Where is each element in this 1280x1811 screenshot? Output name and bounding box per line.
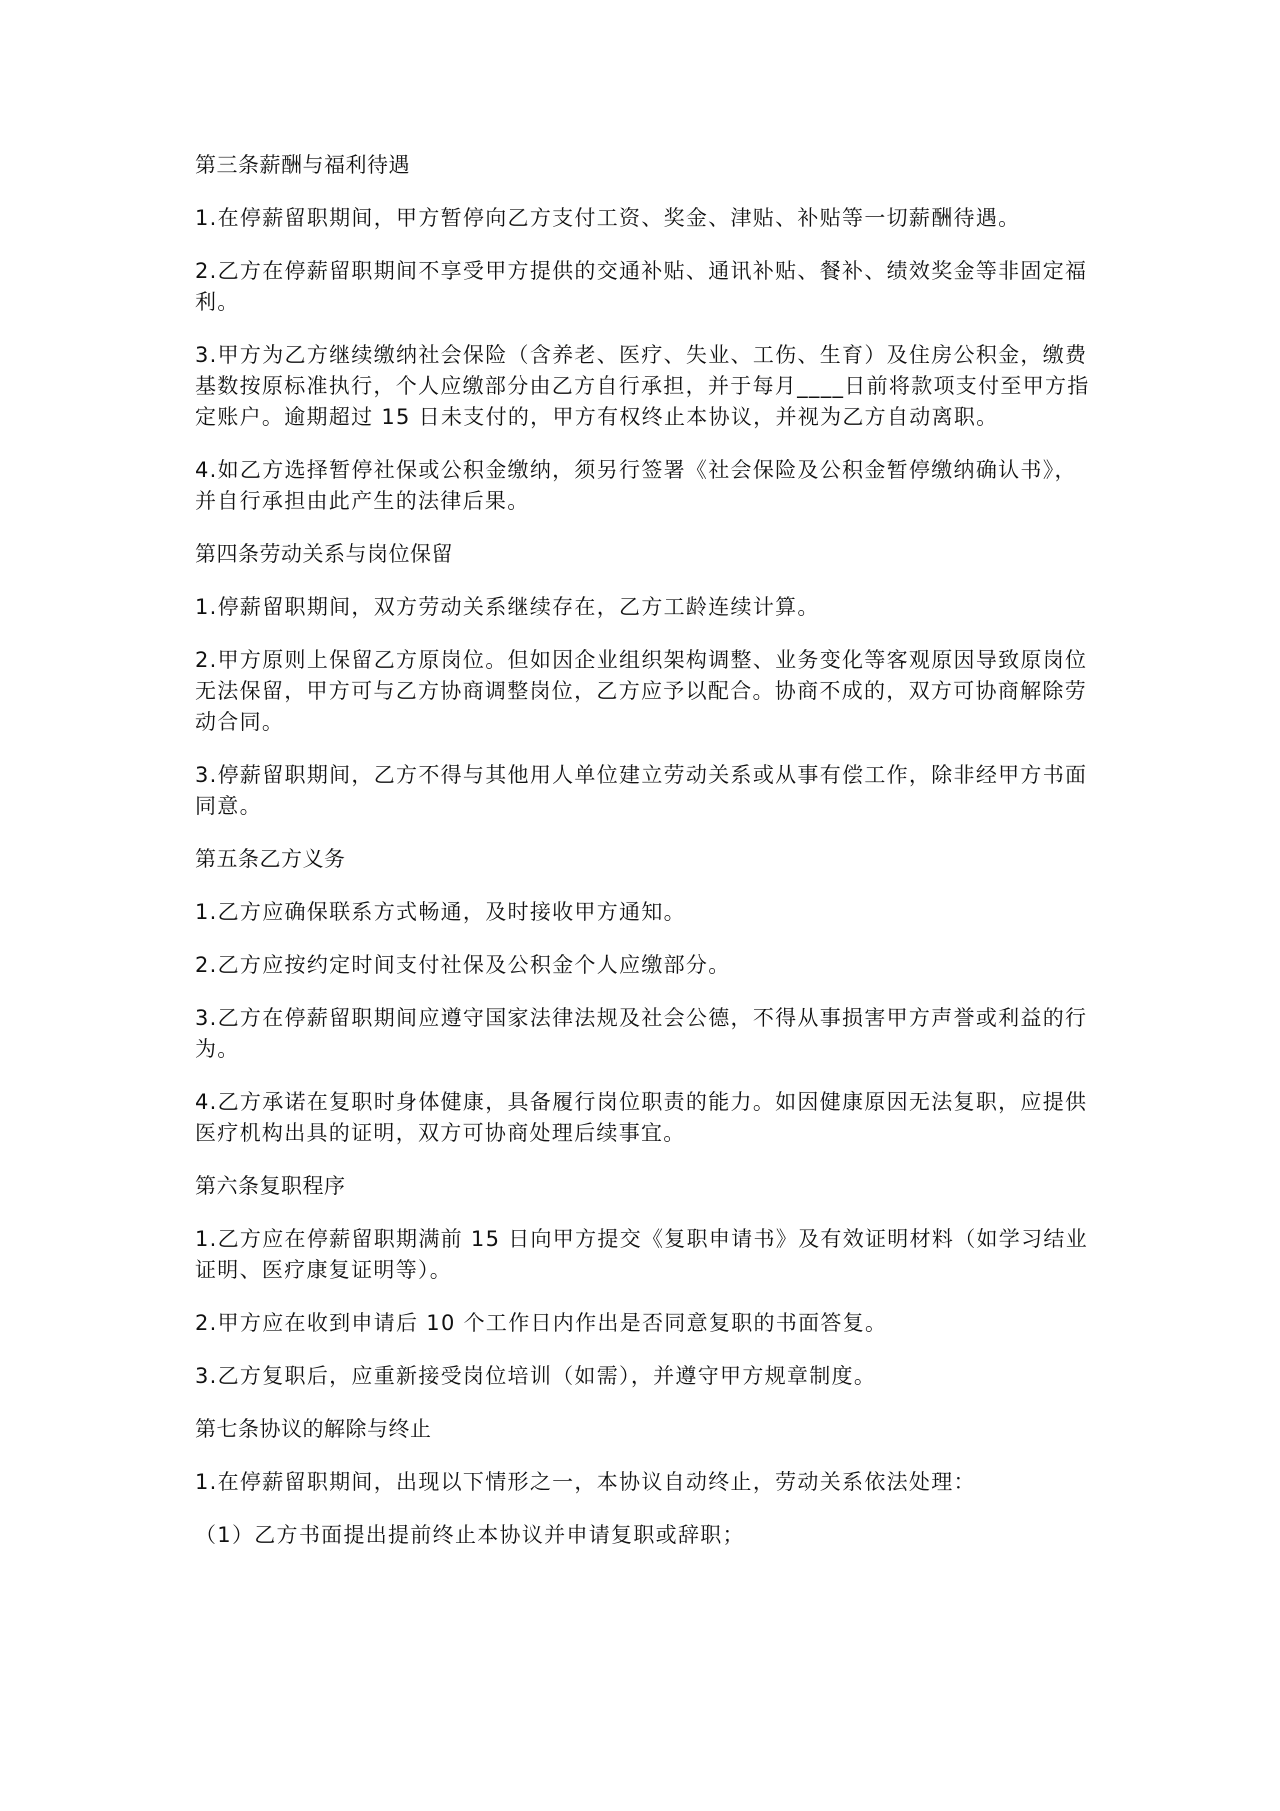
clause-paragraph: 3.乙方在停薪留职期间应遵守国家法律法规及社会公德，不得从事损害甲方声誉或利益的行为。: [195, 1006, 1088, 1061]
clause-paragraph: 3.甲方为乙方继续缴纳社会保险（含养老、医疗、失业、工伤、生育）及住房公积金，缴费基数按原标准执行，个人应缴部分由乙方自行承担，并于每月____日前将款项支付至甲方指定账户。逾期超过 15 日未支付的，甲方有权终止本协议，并视为乙方自动离职。: [195, 343, 1090, 429]
clause-paragraph: 1.乙方应在停薪留职期满前 15 日向甲方提交《复职申请书》及有效证明材料（如学习结业证明、医疗康复证明等）。: [195, 1227, 1089, 1282]
section-heading: 第三条薪酬与福利待遇: [195, 153, 410, 177]
clause-paragraph: 2.甲方原则上保留乙方原岗位。但如因企业组织架构调整、业务变化等客观原因导致原岗位无法保留，甲方可与乙方协商调整岗位，乙方应予以配合。协商不成的，双方可协商解除劳动合同。: [195, 648, 1088, 734]
document-page: [195, 150, 1095, 1573]
clause-paragraph: 1.停薪留职期间，双方劳动关系继续存在，乙方工龄连续计算。: [195, 595, 820, 619]
section-article-4: [195, 539, 1095, 822]
clause-paragraph: 2.乙方应按约定时间支付社保及公积金个人应缴部分。: [195, 953, 731, 977]
clause-paragraph: 4.乙方承诺在复职时身体健康，具备履行岗位职责的能力。如因健康原因无法复职，应提供医疗机构出具的证明，双方可协商处理后续事宜。: [195, 1090, 1088, 1145]
section-article-5: [195, 844, 1095, 1149]
clause-paragraph: 1.在停薪留职期间，甲方暂停向乙方支付工资、奖金、津贴、补贴等一切薪酬待遇。: [195, 206, 1021, 230]
section-article-6: [195, 1171, 1095, 1392]
clause-paragraph: 4.如乙方选择暂停社保或公积金缴纳，须另行签署《社会保险及公积金暂停缴纳确认书》，并自行承担由此产生的法律后果。: [195, 458, 1077, 513]
section-heading: 第七条协议的解除与终止: [195, 1417, 432, 1441]
clause-paragraph: 2.甲方应在收到申请后 10 个工作日内作出是否同意复职的书面答复。: [195, 1311, 888, 1335]
clause-paragraph: 1.在停薪留职期间，出现以下情形之一，本协议自动终止，劳动关系依法处理：: [195, 1470, 976, 1494]
section-article-3: [195, 150, 1095, 517]
clause-paragraph: 3.乙方复职后，应重新接受岗位培训（如需），并遵守甲方规章制度。: [195, 1364, 877, 1388]
clause-sub-item: （1）乙方书面提出提前终止本协议并申请复职或辞职；: [195, 1523, 745, 1547]
section-heading: 第四条劳动关系与岗位保留: [195, 542, 453, 566]
section-article-7: [195, 1414, 1095, 1551]
clause-paragraph: 2.乙方在停薪留职期间不享受甲方提供的交通补贴、通讯补贴、餐补、绩效奖金等非固定福利。: [195, 259, 1088, 314]
section-heading: 第五条乙方义务: [195, 847, 346, 871]
clause-paragraph: 3.停薪留职期间，乙方不得与其他用人单位建立劳动关系或从事有偿工作，除非经甲方书面同意。: [195, 763, 1088, 818]
section-heading: 第六条复职程序: [195, 1174, 346, 1198]
clause-paragraph: 1.乙方应确保联系方式畅通，及时接收甲方通知。: [195, 900, 686, 924]
